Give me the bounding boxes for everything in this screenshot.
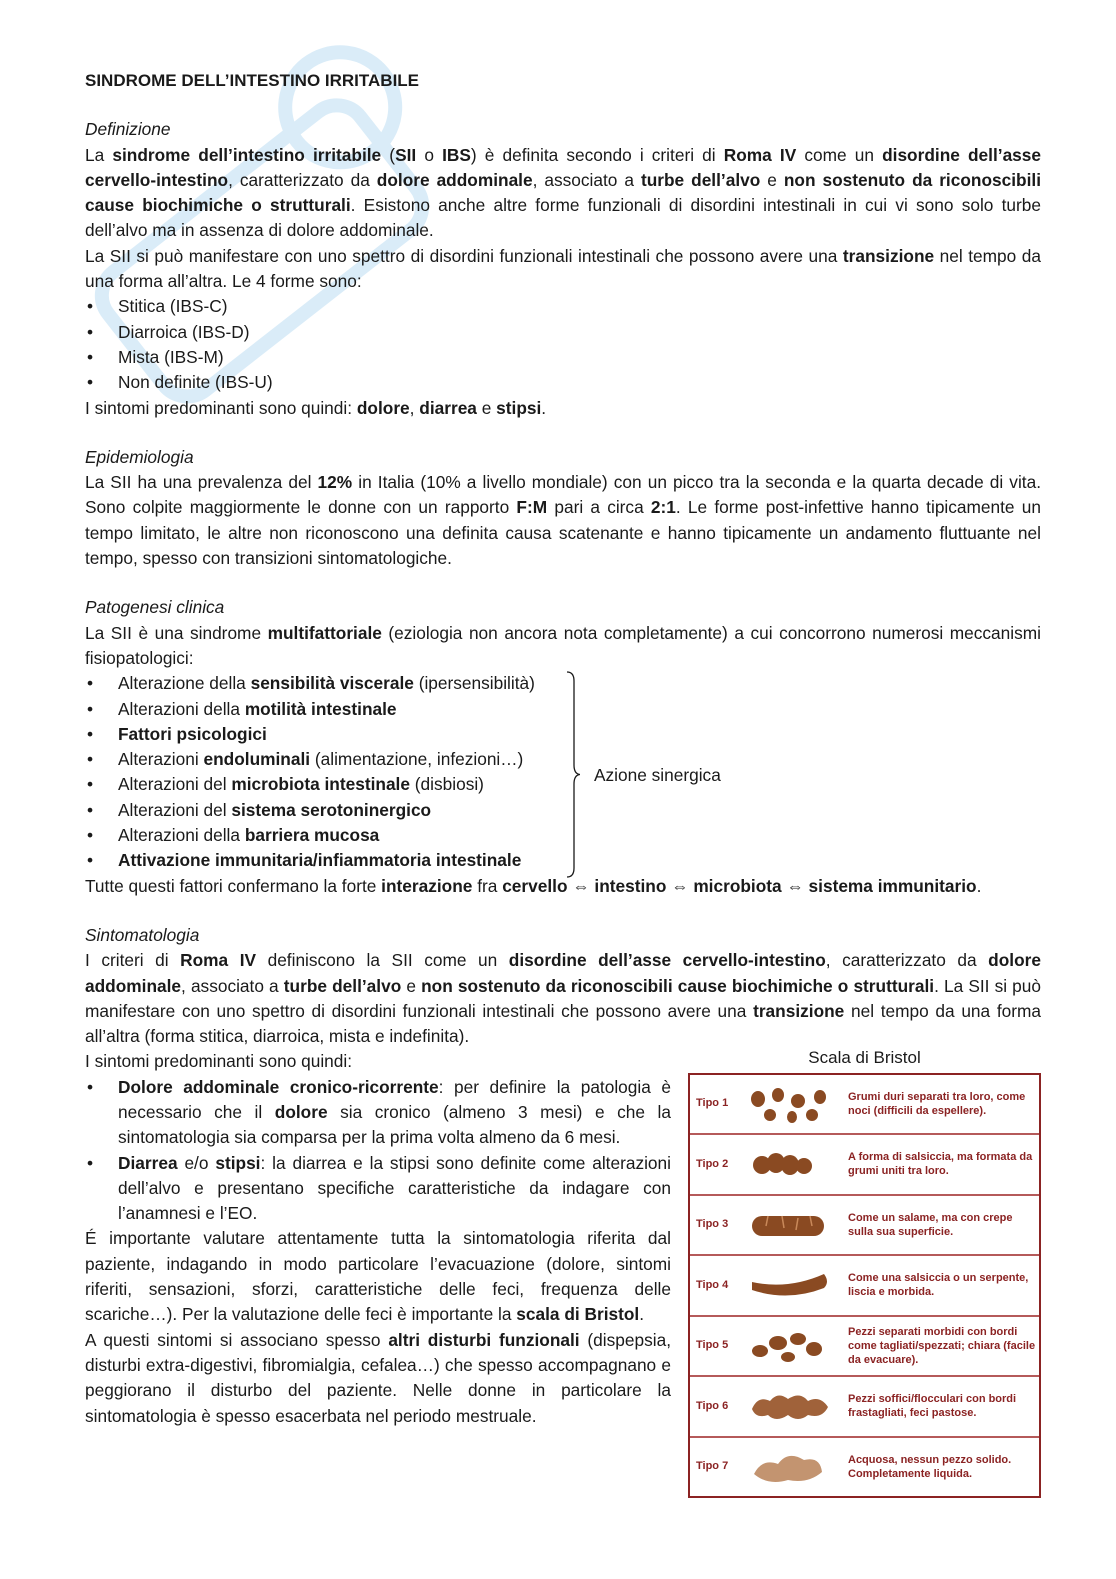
bristol-title: Scala di Bristol <box>808 1048 921 1068</box>
paragraph: A questi sintomi si associano spesso altri disturbi funzionali (dispepsia, disturbi extra-digestivi, fibromialgia, cefalea…) che spesso accompagnano e peggiorano il disturbo del paziente. Nelle donne in particolare la sintomatologia è spesso esacerbata nel periodo mestruale. <box>85 1329 672 1426</box>
paragraph: I sintomi predominanti sono quindi: dolore, diarrea e stipsi. <box>85 397 547 418</box>
list-item: • Alterazioni endoluminali (alimentazione, infezioni…) <box>85 747 1041 772</box>
list-item: • Alterazioni del sistema serotoninergico <box>85 798 1041 823</box>
bristol-row <box>690 1375 1039 1436</box>
bristol-description: Pezzi separati morbidi con bordi come tagliati/spezzati; chiara (facile da evacuare). <box>848 1325 1036 1366</box>
list-item: • Diarroica (IBS-D) <box>85 320 1041 345</box>
section-heading-epidemiologia: Epidemiologia <box>85 446 194 467</box>
list-item: • Fattori psicologici <box>85 722 1041 747</box>
bristol-row <box>690 1315 1039 1376</box>
list-item: • Mista (IBS-M) <box>85 345 1041 370</box>
stool-type-1-icon <box>748 1081 846 1127</box>
section-heading-definizione: Definizione <box>85 119 171 140</box>
list-item: • Attivazione immunitaria/infiammatoria intestinale <box>85 848 1041 873</box>
forms-list <box>85 294 1041 395</box>
paragraph: I criteri di Roma IV definiscono la SII come un disordine dell’asse cervello-intestino, caratterizzato da dolore addominale, associato a turbe dell’alvo e non sostenuto da riconoscibili cause biochimiche o strutturali. La SII si può manifestare con uno spettro di disordini funzionali intestinali che possono avere una transizione nel tempo da una forma all’altra (forma stitica, diarroica, mista e indefinita). <box>85 950 1041 1047</box>
bristol-scale-figure <box>688 1045 1041 1498</box>
symptoms-text <box>85 1049 671 1428</box>
bristol-row <box>690 1436 1039 1497</box>
stool-type-4-icon <box>748 1262 846 1308</box>
bristol-type-label: Tipo 4 <box>696 1278 729 1291</box>
list-item: • Alterazioni della motilità intestinale <box>85 697 1041 722</box>
paragraph: La SII ha una prevalenza del 12% in Italia (10% a livello mondiale) con un picco tra la seconda e la quarta decade di vita. Sono colpite maggiormente le donne con un rapporto F:M pari a circa 2:1. Le forme post-infettive hanno tipicamente un tempo limitato, le altre non riconoscono una definita causa scatenante e hanno tipicamente un andamento fluttuante nel tempo, spesso con transizioni sintomatologiche. <box>85 472 1042 569</box>
list-item: • Stitica (IBS-C) <box>85 294 1041 319</box>
brace-label: Azione sinergica <box>594 765 721 786</box>
symptoms-list <box>85 1075 671 1227</box>
symptoms-block <box>85 1048 1041 1480</box>
bristol-row <box>690 1194 1039 1255</box>
bristol-type-label: Tipo 1 <box>696 1097 729 1110</box>
mechanisms-list <box>85 671 1041 873</box>
list-item: • Non definite (IBS-U) <box>85 370 1041 395</box>
paragraph: Tutte questi fattori confermano la forte interazione fra cervello ⇔ intestino ⇔ microbiota ⇔ sistema immunitario. <box>85 875 982 896</box>
bristol-type-label: Tipo 3 <box>696 1218 729 1231</box>
list-item: • Alterazione della sensibilità viscerale (ipersensibilità) <box>85 671 1041 696</box>
section-heading-sintomatologia: Sintomatologia <box>85 924 200 945</box>
paragraph: La SII si può manifestare con uno spettro di disordini funzionali intestinali che possono avere una transizione nel tempo da una forma all’altra. Le 4 forme sono: <box>85 245 1041 292</box>
mechanisms-block <box>85 671 1041 873</box>
paragraph: La sindrome dell’intestino irritabile (SII o IBS) è definita secondo i criteri di Roma IV come un disordine dell’asse cervello-intestino, caratterizzato da dolore addominale, associato a turbe dell’alvo e non sostenuto da riconoscibili cause biochimiche o strutturali. Esistono anche altre forme funzionali di disordini intestinali in cui vi sono solo turbe dell’alvo ma in assenza di dolore addominale. <box>85 144 1042 241</box>
list-item: • Alterazioni del microbiota intestinale (disbiosi) <box>85 772 1041 797</box>
list-item: • Dolore addominale cronico-ricorrente: per definire la patologia è necessario che il dolore sia cronico (almeno 3 mesi) e che la sintomatologia sia comparsa per la prima volta almeno da 6 mesi. <box>85 1075 671 1151</box>
list-item: • Diarrea e/o stipsi: la diarrea e la stipsi sono definite come alterazioni dell’alvo e presentano specifiche caratteristiche da indagare con l’anamnesi e l’EO. <box>85 1151 671 1227</box>
document-page <box>85 68 1042 1480</box>
bristol-description: Acquosa, nessun pezzo solido. Completamente liquida. <box>848 1453 1012 1480</box>
bristol-row <box>690 1133 1039 1194</box>
stool-type-3-icon <box>748 1202 846 1248</box>
stool-type-5-icon <box>748 1323 846 1369</box>
stool-type-2-icon <box>748 1141 846 1187</box>
brace-icon <box>566 671 580 878</box>
paragraph: I sintomi predominanti sono quindi: <box>85 1051 353 1072</box>
bristol-description: Grumi duri separati tra loro, come noci (difficili da espellere). <box>848 1090 1026 1117</box>
bristol-description: A forma di salsiccia, ma formata da grumi uniti tra loro. <box>848 1151 1033 1178</box>
bristol-type-label: Tipo 7 <box>696 1460 729 1473</box>
bristol-description: Come un salame, ma con crepe sulla sua superficie. <box>848 1211 1013 1238</box>
list-item: • Alterazioni della barriera mucosa <box>85 823 1041 848</box>
stool-type-7-icon <box>748 1444 846 1490</box>
bristol-type-label: Tipo 6 <box>696 1399 729 1412</box>
page-title: SINDROME DELL’INTESTINO IRRITABILE <box>85 71 420 90</box>
bristol-row <box>690 1254 1039 1315</box>
bristol-description: Come una salsiccia o un serpente, liscia e morbida. <box>848 1272 1029 1299</box>
bristol-row <box>690 1075 1039 1134</box>
bristol-description: Pezzi soffici/flocculari con bordi frastagliati, feci pastose. <box>848 1393 1017 1420</box>
bristol-type-label: Tipo 2 <box>696 1157 729 1170</box>
paragraph: É importante valutare attentamente tutta la sintomatologia riferita dal paziente, indagando in modo particolare l’evacuazione (dolore, sintomi riferiti, sensazioni, sforzi, caratteristiche delle feci, frequenza delle scariche…). Per la valutazione delle feci è importante la scala di Bristol. <box>85 1228 671 1325</box>
paragraph: La SII è una sindrome multifattoriale (eziologia non ancora nota completamente) a cui concorrono numerosi meccanismi fisiopatologici: <box>85 622 1041 668</box>
bristol-type-label: Tipo 5 <box>696 1339 729 1352</box>
bristol-table <box>688 1073 1041 1499</box>
section-heading-patogenesi: Patogenesi clinica <box>85 597 225 618</box>
stool-type-6-icon <box>748 1383 846 1429</box>
